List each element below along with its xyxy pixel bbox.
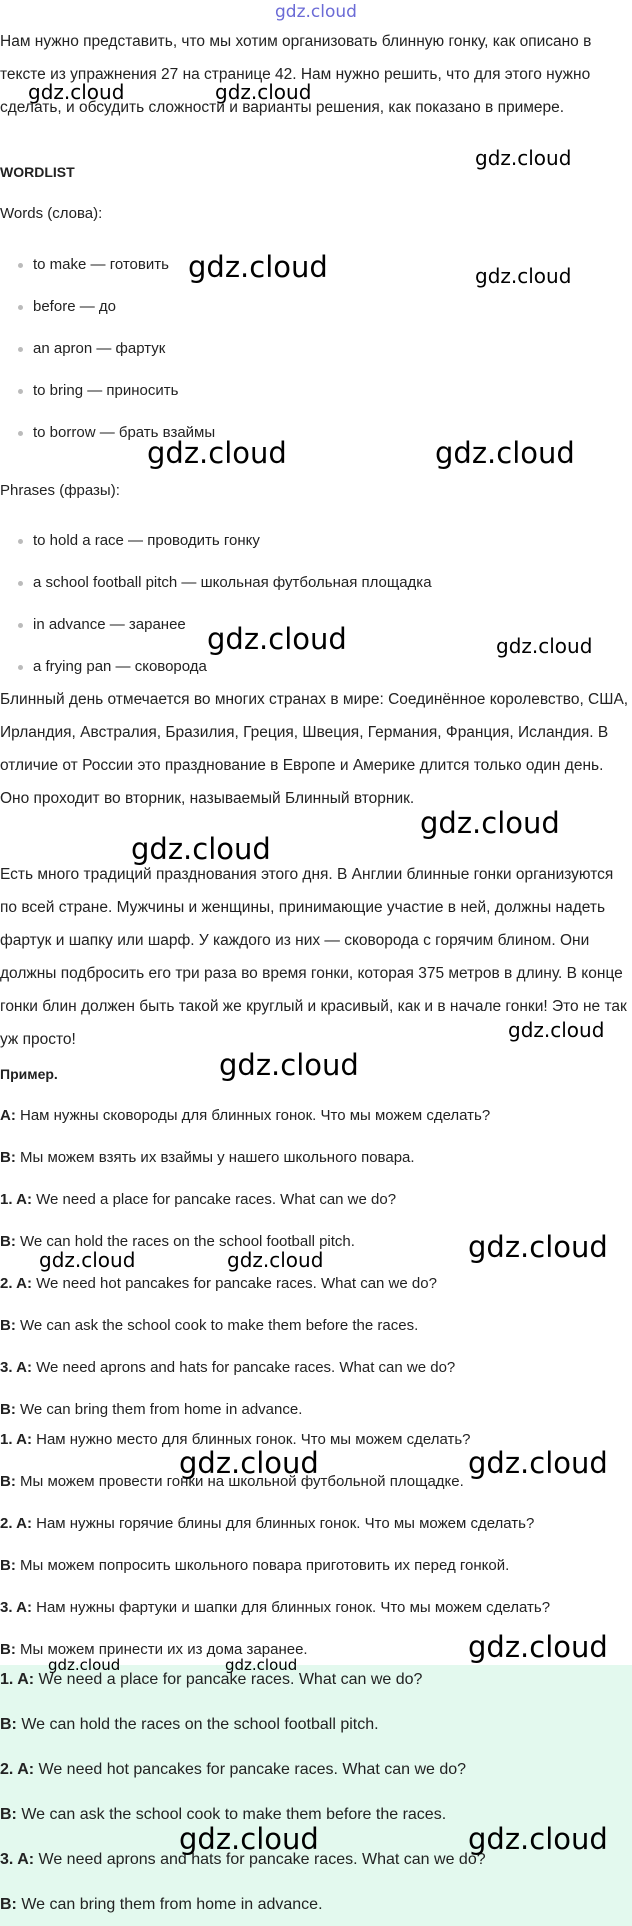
bullet-icon [18,581,23,586]
bullet-icon [18,389,23,394]
watermark: gdz.cloud [468,1822,608,1856]
bullet-icon [18,665,23,670]
word-item: to bring — приносить [18,382,178,399]
watermark: gdz.cloud [39,1248,136,1272]
watermark: gdz.cloud [468,1446,608,1480]
bullet-icon [18,623,23,628]
watermark: gdz.cloud [227,1248,324,1272]
example-heading: Пример. [0,1066,58,1082]
answer-line: B: We can ask the school cook to make them before the races. [0,1806,447,1823]
dialogue-ru-line: 3. A: Нам нужны фартуки и шапки для блинных гонок. Что мы можем сделать? [0,1599,551,1616]
example-line: B: Мы можем взять их взаймы у нашего школьного повара. [0,1149,415,1166]
word-item: to make — готовить [18,256,169,273]
phrase-item: a school football pitch — школьная футбольная площадка [18,574,432,591]
watermark: gdz.cloud [188,250,328,284]
phrase-item: a frying pan — сковорода [18,658,207,675]
bullet-icon [18,431,23,436]
dialogue-en-line: B: We can ask the school cook to make them before the races. [0,1317,419,1334]
bullet-icon [18,305,23,310]
word-item: before — до [18,298,116,315]
dialogue-en-line: 2. A: We need hot pancakes for pancake races. What can we do? [0,1275,437,1292]
dialogue-en-line: B: We can bring them from home in advance. [0,1401,303,1418]
dialogue-en-line: 3. A: We need aprons and hats for pancake races. What can we do? [0,1359,456,1376]
watermark: gdz.cloud [435,436,575,470]
watermark: gdz.cloud [496,634,593,658]
phrases-heading: Phrases (фразы): [0,482,120,499]
watermark: gdz.cloud [508,1018,605,1042]
watermark: gdz.cloud [48,1656,121,1674]
bullet-icon [18,263,23,268]
paragraph-traditions: Есть много традиций празднования этого дня. В Англии блинные гонки организуются по всей стране. Мужчины и женщины, принимающие участие в ней, должны надеть фартук и шапку или шарф. У каждого из них — сковорода с горячим блином. Они должны подбросить его три раза во время гонки, которая 375 метров в длину. В конце гонки блин должен быть такой же круглый и красивый, как и в начале гонки! Это не так уж просто! [0,866,627,1048]
answer-line: B: We can hold the races on the school football pitch. [0,1716,379,1733]
watermark: gdz.cloud [179,1822,319,1856]
watermark: gdz.cloud [468,1630,608,1664]
watermark: gdz.cloud [475,146,572,170]
answer-block [0,1665,632,1926]
dialogue-en-line: B: We can hold the races on the school football pitch. [0,1233,355,1250]
dialogue-ru-line: 2. A: Нам нужны горячие блины для блинных гонок. Что мы можем сделать? [0,1515,535,1532]
watermark: gdz.cloud [420,806,560,840]
bullet-icon [18,539,23,544]
watermark: gdz.cloud [475,264,572,288]
watermark: gdz.cloud [147,436,287,470]
watermark: gdz.cloud [225,1656,298,1674]
answer-line: 3. A: We need aprons and hats for pancake races. What can we do? [0,1851,486,1868]
answer-line: 1. A: We need a place for pancake races. What can we do? [0,1671,423,1688]
watermark: gdz.cloud [28,80,125,104]
dialogue-ru-line: B: Мы можем принести их из дома заранее. [0,1641,308,1658]
watermark: gdz.cloud [131,832,271,866]
phrase-item: in advance — заранее [18,616,186,633]
site-title[interactable]: gdz.cloud [275,2,357,22]
dialogue-ru-line: 1. A: Нам нужно место для блинных гонок. Что мы можем сделать? [0,1431,471,1448]
answer-line: B: We can bring them from home in advance. [0,1896,323,1913]
word-item: to borrow — брать взаймы [18,424,215,441]
dialogue-ru-line: B: Мы можем провести гонки на школьной футбольной площадке. [0,1473,464,1490]
example-line: A: Нам нужны сковороды для блинных гонок. Что мы можем сделать? [0,1107,491,1124]
watermark: gdz.cloud [179,1446,319,1480]
intro-paragraph: Нам нужно представить, что мы хотим организовать блинную гонку, как описано в тексте из упражнения 27 на странице 42. Нам нужно решить, что для этого нужно сделать, и обсудить сложности и варианты решения, как показано в примере. [0,33,592,116]
bullet-icon [18,347,23,352]
watermark: gdz.cloud [207,622,347,656]
paragraph-pancake-day: Блинный день отмечается во многих странах в мире: Соединённое королевство, США, Ирландия, Австралия, Бразилия, Греция, Швеция, Германия, Франция, Исландия. В отличие от России это празднование в Европе и Америке длится только один день. Оно проходит во вторник, называемый Блинный вторник. [0,691,629,807]
dialogue-ru-line: B: Мы можем попросить школьного повара приготовить их перед гонкой. [0,1557,510,1574]
answer-line: 2. A: We need hot pancakes for pancake races. What can we do? [0,1761,467,1778]
word-item: an apron — фартук [18,340,165,357]
watermark: gdz.cloud [219,1048,359,1082]
wordlist-heading: WORDLIST [0,164,75,180]
words-heading: Words (слова): [0,205,103,222]
watermark: gdz.cloud [468,1230,608,1264]
phrase-item: to hold a race — проводить гонку [18,532,260,549]
dialogue-en-line: 1. A: We need a place for pancake races. What can we do? [0,1191,397,1208]
watermark: gdz.cloud [215,80,312,104]
